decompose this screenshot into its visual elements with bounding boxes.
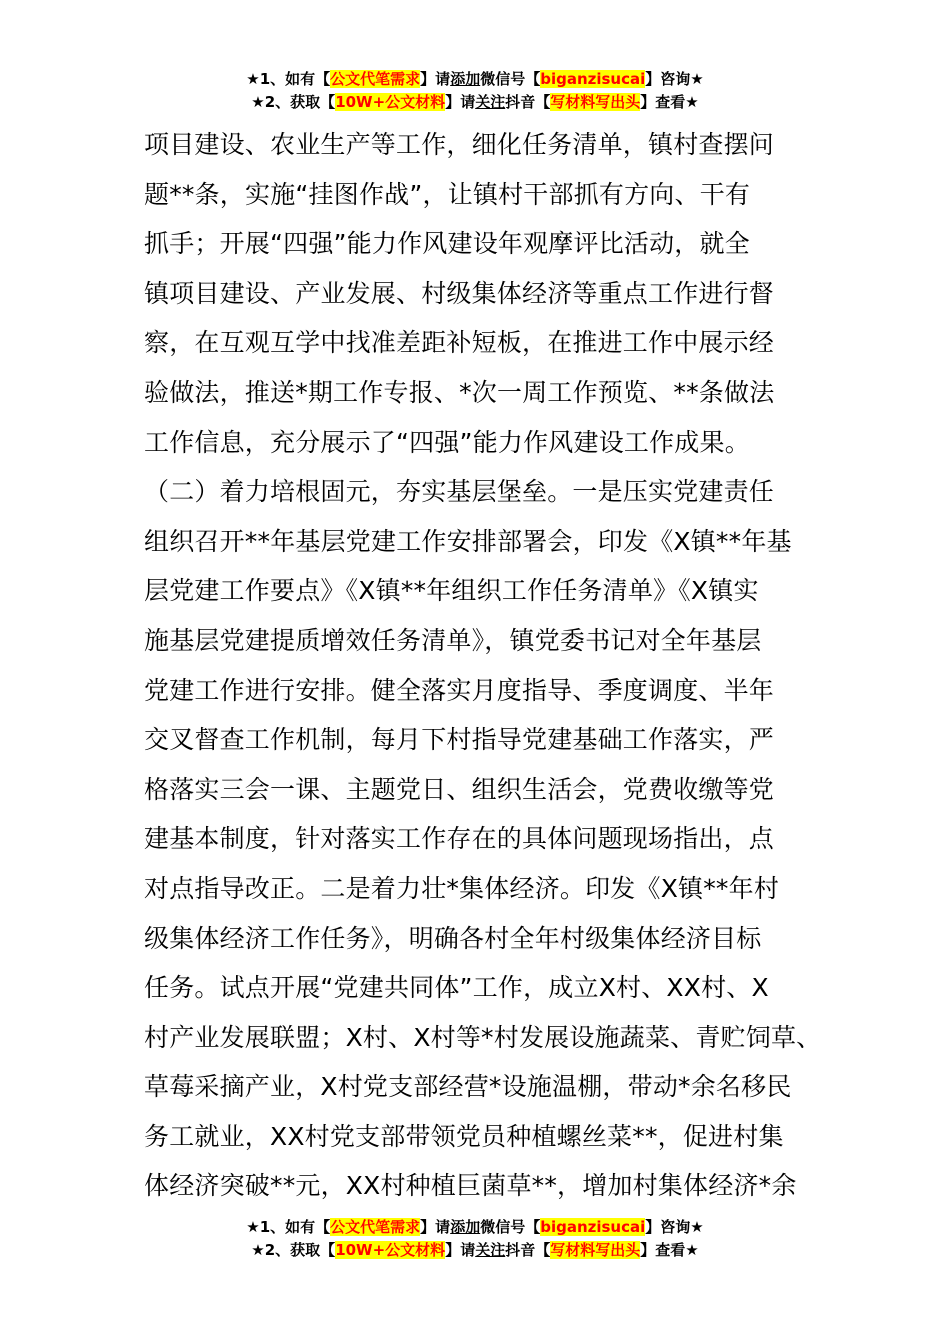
banner-text: 微信号【 [480,1218,541,1236]
banner-highlight: 10W+公文材料 [335,1241,446,1259]
body-line: 任务。试点开展“党建共同体”工作，成立X村、XX村、X [144,973,769,1003]
banner-underlined-text: 关注 [475,1241,506,1259]
banner-text: 抖音【 [505,1241,551,1259]
banner-text: ★1、如有【 [246,70,331,88]
body-line: 格落实三会一课、主题党日、组织生活会，党费收缴等党 [144,774,775,804]
banner-text: 】请 [420,70,451,88]
body-line: 对点指导改正。二是着力壮*集体经济。印发《X镇**年村 [144,873,780,903]
body-line: 项目建设、农业生产等工作，细化任务清单，镇村查摆问 [144,130,775,159]
banner-text: ★2、获取【 [251,93,336,111]
banner-line-1 [0,68,950,91]
body-line: 村产业发展联盟；X村、X村等*村发展设施蔬菜、青贮饲草、 [144,1022,822,1052]
banner-line-1 [0,1216,950,1239]
body-line: 镇项目建设、产业发展、村级集体经济等重点工作进行督 [144,278,775,308]
body-line: 层党建工作要点》《X镇**年组织工作任务清单》《X镇实 [144,576,759,606]
body-line: 工作信息，充分展示了“四强”能力作风建设工作成果。 [144,427,750,457]
banner-underlined-text: 添加 [450,1218,481,1236]
body-line: 级集体经济工作任务》，明确各村全年村级集体经济目标 [144,923,762,953]
banner-text: 】咨询★ [645,1218,704,1236]
banner-text: 】请 [445,93,476,111]
banner-text: 】请 [420,1218,451,1236]
body-line: 抓手；开展“四强”能力作风建设年观摩评比活动，就全 [144,229,750,259]
banner-line-2 [0,1239,950,1262]
banner-highlight: biganzisucai [540,1218,646,1236]
banner-highlight: 公文代笔需求 [330,70,421,88]
banner-text: 微信号【 [480,70,541,88]
banner-text: 】查看★ [640,1241,699,1259]
body-line: 题**条，实施“挂图作战”，让镇村干部抓有方向、干有 [144,179,751,209]
body-line: 组织召开**年基层党建工作安排部署会，印发《X镇**年基 [144,526,792,556]
body-line: 体经济突破**元，XX村种植巨菌草**，增加村集体经济*余 [144,1171,797,1201]
body-line: 施基层党建提质增效任务清单》，镇党委书记对全年基层 [144,625,762,655]
body-line: 交叉督查工作机制，每月下村指导党建基础工作落实，严 [144,725,775,755]
body-line: 草莓采摘产业，X村党支部经营*设施温棚，带动*余名移民 [144,1072,792,1102]
banner-highlight: 写材料写出头 [550,1241,641,1259]
banner-underlined-text: 关注 [475,93,506,111]
body-line: 党建工作进行安排。健全落实月度指导、季度调度、半年 [144,675,775,705]
banner-text: 】请 [445,1241,476,1259]
banner-text: 】咨询★ [645,70,704,88]
body-line: 建基本制度，针对落实工作存在的具体问题现场指出，点 [144,824,775,854]
footer-banner [0,1216,950,1262]
banner-text: ★2、获取【 [251,1241,336,1259]
banner-line-2 [0,91,950,114]
banner-underlined-text: 添加 [450,70,481,88]
body-line: 验做法，推送*期工作专报、*次一周工作预览、**条做法 [144,377,775,407]
body-line: 察，在互观互学中找准差距补短板，在推进工作中展示经 [144,328,775,358]
document-body [144,120,834,1211]
banner-text: ★1、如有【 [246,1218,331,1236]
header-banner [0,68,950,114]
banner-text: 】查看★ [640,93,699,111]
banner-highlight: biganzisucai [540,70,646,88]
banner-text: 抖音【 [505,93,551,111]
banner-highlight: 10W+公文材料 [335,93,446,111]
section-heading-line: （二）着力培根固元，夯实基层堡垒。一是压实党建责任 [144,477,775,507]
banner-highlight: 公文代笔需求 [330,1218,421,1236]
body-line: 务工就业，XX村党支部带领党员种植螺丝菜**，促进村集 [144,1121,784,1151]
banner-highlight: 写材料写出头 [550,93,641,111]
